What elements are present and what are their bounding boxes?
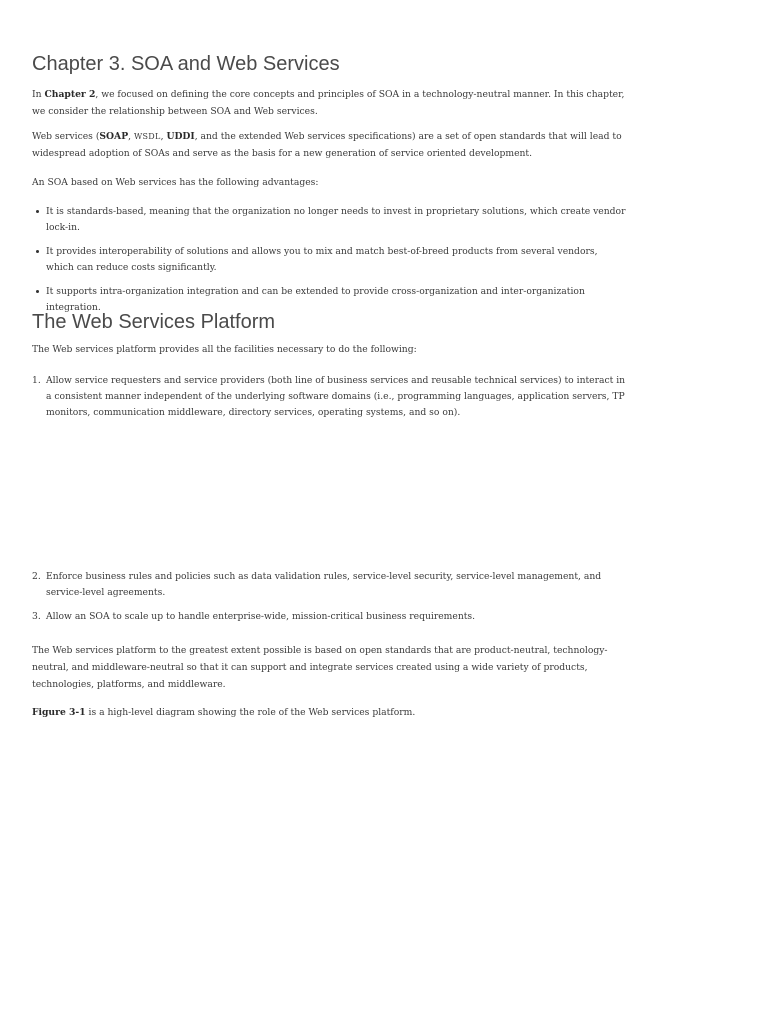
intro-paragraph (32, 86, 628, 120)
list-item (32, 244, 628, 276)
list-item-text: Enforce business rules and policies such as data validation rules, service-level security, service-level management, and service-level agreements. (46, 571, 602, 598)
figure-3-1-link[interactable]: Figure 3-1 (32, 707, 86, 718)
chapter-title: Chapter 3. SOA and Web Services (32, 53, 340, 75)
advantages-intro: An SOA based on Web services has the following advantages: (32, 177, 319, 188)
list-number: 1. (32, 375, 41, 386)
list-item (32, 204, 628, 236)
list-item-text: Allow service requesters and service providers (both line of business services and reusable technical services) to interact in a consistent manner independent of the underlying software domains (i.e., programming languages, application servers, TP monitors, communication middleware, directory services, operating systems, and so on). (46, 375, 626, 418)
ws-sep-1: , (128, 131, 134, 142)
web-services-paragraph (32, 128, 628, 162)
ws-text-pre: Web services ( (32, 131, 100, 142)
wsdl-term: WSDL (133, 132, 161, 141)
list-item-text: Allow an SOA to scale up to handle enterprise-wide, mission-critical business requirements. (46, 611, 476, 622)
bullet-icon (36, 210, 39, 213)
list-item (32, 373, 628, 421)
list-item-text: It is standards-based, meaning that the organization no longer needs to invest in proprietary solutions, which create vendor lock-in. (46, 206, 626, 233)
intro-text-pre: In (32, 89, 45, 100)
uddi-term: UDDI (166, 131, 195, 142)
section-intro: The Web services platform provides all the facilities necessary to do the following: (32, 344, 417, 355)
figure-ref-text: is a high-level diagram showing the role of the Web services platform. (85, 707, 416, 718)
list-item-text: It supports intra-organization integration and can be extended to provide cross-organization and inter-organization integration. (46, 286, 585, 313)
bullet-icon (36, 290, 39, 293)
standards-paragraph: The Web services platform to the greatest extent possible is based on open standards that are product-neutral, technology-neutral, and middleware-neutral so that it can support and integrate services created using a wide variety of products, technologies, platforms, and middleware. (32, 645, 608, 690)
list-item (32, 609, 628, 625)
list-number: 2. (32, 571, 41, 582)
steps-list-part-2 (32, 569, 628, 625)
bullet-icon (36, 250, 39, 253)
list-item (32, 569, 628, 601)
section-title: The Web Services Platform (32, 311, 276, 333)
chapter-2-link[interactable]: Chapter 2 (44, 89, 96, 100)
list-item-text: It provides interoperability of solutions and allows you to mix and match best-of-breed products from several vendors, which can reduce costs significantly. (46, 246, 598, 273)
ws-sep-2: , (160, 131, 167, 142)
steps-list-part-1 (32, 373, 628, 421)
advantages-list (32, 204, 628, 316)
ws-text-post: , and the extended Web services specifications) are a set of open standards that will lead to widespread adoption of SOAs and serve as the basis for a new generation of service oriented development. (32, 131, 622, 159)
figure-reference-paragraph (32, 704, 628, 721)
soap-term: SOAP (99, 131, 129, 142)
intro-text-post: , we focused on defining the core concepts and principles of SOA in a technology-neutral manner. In this chapter, we consider the relationship between SOA and Web services. (32, 89, 625, 117)
list-number: 3. (32, 611, 41, 622)
